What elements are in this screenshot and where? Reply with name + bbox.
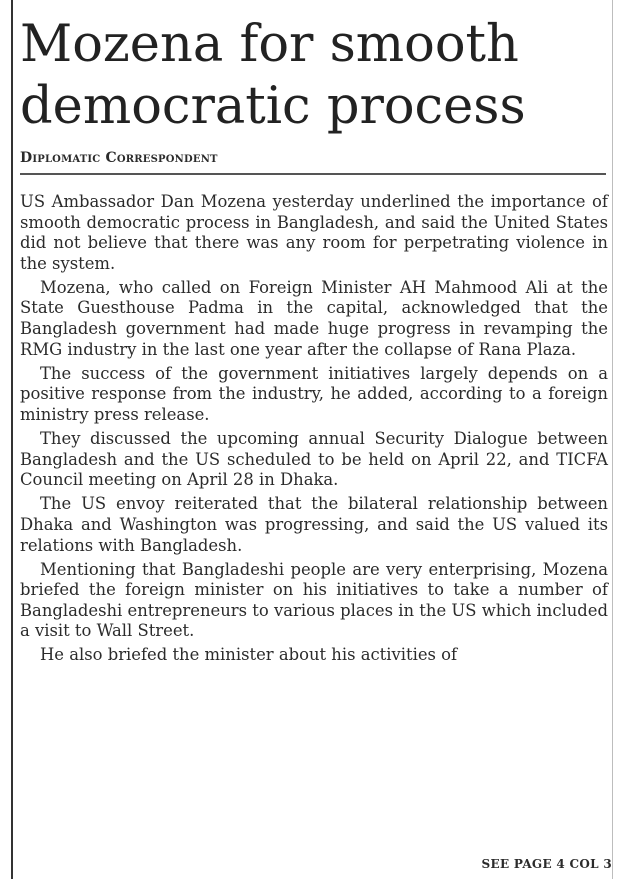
paragraph: They discussed the upcoming annual Security Dialogue between Bangladesh and the US scheduled to be held on April 22, and TICFA Council meeting on April 28 in Dhaka. [20,429,608,490]
byline: Diplomatic Correspondent [20,150,218,166]
paragraph: Mentioning that Bangladeshi people are very enterprising, Mozena briefed the foreign minister on his initiatives to take a number of Bangladeshi entrepreneurs to various places in the US which included a visit to Wall Street. [20,559,608,641]
headline: Mozena for smooth democratic process [20,15,526,136]
column-rule-left [11,0,13,879]
column-rule-right [612,0,613,879]
byline-divider [20,173,606,175]
paragraph: He also briefed the minister about his activities of [40,645,458,665]
paragraph: The US envoy reiterated that the bilateral relationship between Dhaka and Washington was progressing, and said the US valued its relations with Bangladesh. [20,494,608,555]
article-body [20,192,608,666]
paragraph: US Ambassador Dan Mozena yesterday underlined the importance of smooth democratic process in Bangladesh, and said the United States did not believe that there was any room for perpetrating violence in the system. [20,192,608,273]
continued-jump-line: SEE PAGE 4 COL 3 [481,857,612,871]
paragraph: Mozena, who called on Foreign Minister AH Mahmood Ali at the State Guesthouse Padma in the capital, acknowledged that the Bangladesh government had made huge progress in revamping the RMG industry in the last one year after the collapse of Rana Plaza. [20,277,608,359]
news-article [20,14,608,670]
paragraph: The success of the government initiatives largely depends on a positive response from the industry, he added, according to a foreign ministry press release. [20,363,608,424]
